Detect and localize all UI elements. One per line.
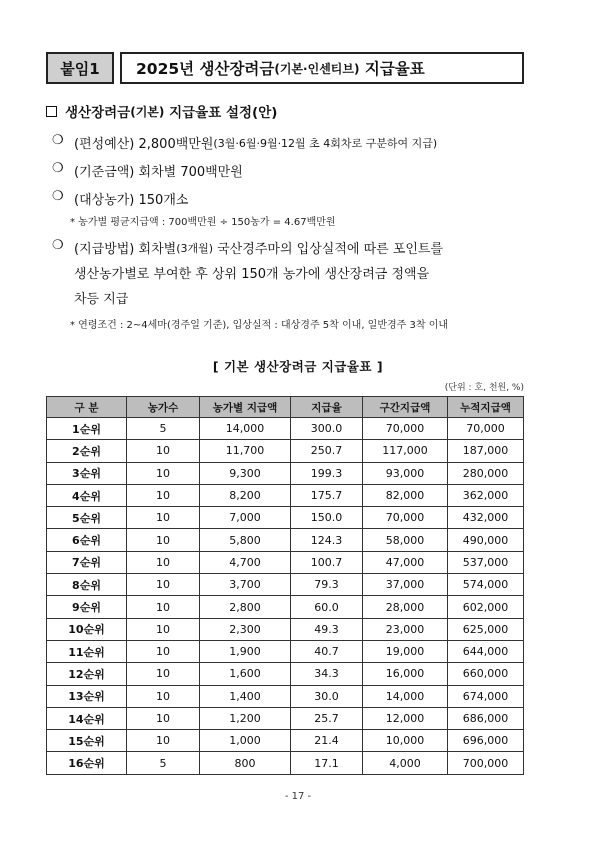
title-main: 2025년 생산장려금 <box>136 60 275 78</box>
table-title: [ 기본 생산장려금 지급율표 ] <box>212 359 384 374</box>
method-small: (3개월) <box>176 242 214 255</box>
table-cell: 10 <box>127 663 200 685</box>
table-cell: 19,000 <box>363 640 448 662</box>
rank-cell: 2순위 <box>47 440 127 462</box>
method-line-3: 차등 지급 <box>74 292 129 307</box>
table-row <box>47 685 524 707</box>
table-cell: 70,000 <box>363 507 448 529</box>
table-cell: 14,000 <box>200 418 291 440</box>
table-cell: 602,000 <box>448 596 524 618</box>
payment-rate-table <box>46 396 524 775</box>
table-cell: 10 <box>127 596 200 618</box>
table-cell: 7,000 <box>200 507 291 529</box>
table-cell: 686,000 <box>448 707 524 729</box>
table-cell: 79.3 <box>291 574 363 596</box>
table-cell: 432,000 <box>448 507 524 529</box>
table-cell: 5 <box>127 752 200 774</box>
section-heading-sub: (기본) <box>130 104 165 119</box>
section-heading-b: 지급율표 설정(안) <box>164 105 278 121</box>
table-cell: 9,300 <box>200 462 291 484</box>
rank-cell: 1순위 <box>47 418 127 440</box>
table-cell: 574,000 <box>448 574 524 596</box>
header-cell: 누적지급액 <box>448 397 524 418</box>
header-cell: 구 분 <box>47 397 127 418</box>
table-cell: 1,400 <box>200 685 291 707</box>
table-row <box>47 440 524 462</box>
rank-cell: 8순위 <box>47 574 127 596</box>
table-row <box>47 618 524 640</box>
rank-cell: 7순위 <box>47 551 127 573</box>
section-heading-a: 생산장려금 <box>65 105 131 121</box>
table-cell: 70,000 <box>448 418 524 440</box>
section-heading <box>46 101 277 121</box>
table-cell: 3,700 <box>200 574 291 596</box>
table-cell: 10 <box>127 730 200 752</box>
table-cell: 250.7 <box>291 440 363 462</box>
table-cell: 5 <box>127 418 200 440</box>
table-row <box>47 574 524 596</box>
table-row <box>47 507 524 529</box>
table-cell: 2,300 <box>200 618 291 640</box>
circle-bullet-icon: ❍ <box>52 133 64 148</box>
table-cell: 10 <box>127 507 200 529</box>
table-cell: 117,000 <box>363 440 448 462</box>
header-cell: 농가별 지급액 <box>200 397 291 418</box>
table-cell: 696,000 <box>448 730 524 752</box>
table-cell: 199.3 <box>291 462 363 484</box>
table-cell: 1,000 <box>200 730 291 752</box>
table-cell: 60.0 <box>291 596 363 618</box>
table-cell: 21.4 <box>291 730 363 752</box>
table-cell: 362,000 <box>448 484 524 506</box>
rank-cell: 3순위 <box>47 462 127 484</box>
standard-text: (기준금액) 회차별 700백만원 <box>74 165 243 180</box>
rank-cell: 15순위 <box>47 730 127 752</box>
table-row <box>47 484 524 506</box>
table-cell: 47,000 <box>363 551 448 573</box>
rank-cell: 12순위 <box>47 663 127 685</box>
table-cell: 70,000 <box>363 418 448 440</box>
rank-cell: 4순위 <box>47 484 127 506</box>
table-unit: (단위 : 호, 천원, %) <box>444 383 524 393</box>
table-cell: 49.3 <box>291 618 363 640</box>
table-cell: 674,000 <box>448 685 524 707</box>
document-title-bar <box>46 52 524 84</box>
table-row <box>47 551 524 573</box>
table-cell: 2,800 <box>200 596 291 618</box>
table-cell: 14,000 <box>363 685 448 707</box>
target-text: (대상농가) 150개소 <box>74 193 189 208</box>
table-row <box>47 663 524 685</box>
table-cell: 58,000 <box>363 529 448 551</box>
table-cell: 11,700 <box>200 440 291 462</box>
table-cell: 40.7 <box>291 640 363 662</box>
table-row <box>47 730 524 752</box>
table-cell: 800 <box>200 752 291 774</box>
rank-cell: 10순위 <box>47 618 127 640</box>
table-cell: 10 <box>127 462 200 484</box>
table-cell: 300.0 <box>291 418 363 440</box>
header-cell: 농가수 <box>127 397 200 418</box>
table-cell: 4,700 <box>200 551 291 573</box>
rank-cell: 9순위 <box>47 596 127 618</box>
table-cell: 10 <box>127 618 200 640</box>
table-cell: 1,600 <box>200 663 291 685</box>
circle-bullet-icon: ❍ <box>52 161 64 176</box>
table-cell: 34.3 <box>291 663 363 685</box>
note-average: * 농가별 평균지급액 : 700백만원 ÷ 150농가 = 4.67백만원 <box>70 217 336 228</box>
attachment-tag: 붙임1 <box>46 52 114 84</box>
table-cell: 10 <box>127 685 200 707</box>
table-cell: 28,000 <box>363 596 448 618</box>
table-cell: 700,000 <box>448 752 524 774</box>
table-cell: 660,000 <box>448 663 524 685</box>
table-row <box>47 529 524 551</box>
table-cell: 1,200 <box>200 707 291 729</box>
table-cell: 644,000 <box>448 640 524 662</box>
table-cell: 625,000 <box>448 618 524 640</box>
header-cell: 구간지급액 <box>363 397 448 418</box>
table-cell: 100.7 <box>291 551 363 573</box>
table-cell: 537,000 <box>448 551 524 573</box>
table-cell: 10 <box>127 707 200 729</box>
method-line-2: 생산농가별로 부여한 후 상위 150개 농가에 생산장려금 정액을 <box>74 267 430 282</box>
table-row <box>47 707 524 729</box>
budget-detail: (3월·6월·9월·12월 초 4회차로 구분하여 지급) <box>213 137 438 150</box>
table-row <box>47 752 524 774</box>
circle-bullet-icon: ❍ <box>52 238 64 253</box>
table-cell: 124.3 <box>291 529 363 551</box>
table-cell: 490,000 <box>448 529 524 551</box>
method-b: 국산경주마의 입상실적에 따른 포인트를 <box>213 242 444 257</box>
table-cell: 280,000 <box>448 462 524 484</box>
square-bullet-icon <box>46 106 57 117</box>
rank-cell: 13순위 <box>47 685 127 707</box>
table-cell: 150.0 <box>291 507 363 529</box>
rank-cell: 16순위 <box>47 752 127 774</box>
table-cell: 10 <box>127 440 200 462</box>
table-cell: 82,000 <box>363 484 448 506</box>
rank-cell: 6순위 <box>47 529 127 551</box>
table-cell: 12,000 <box>363 707 448 729</box>
budget-label: (편성예산) 2,800백만원 <box>74 137 214 152</box>
table-cell: 187,000 <box>448 440 524 462</box>
item-target <box>52 189 188 208</box>
rank-cell: 5순위 <box>47 507 127 529</box>
table-cell: 10,000 <box>363 730 448 752</box>
table-cell: 10 <box>127 484 200 506</box>
title-sub: (기본·인센티브) <box>274 61 360 76</box>
header-cell: 지급율 <box>291 397 363 418</box>
document-title <box>120 52 524 84</box>
note-condition: * 연령조건 : 2~4세마(경주일 기준), 입상실적 : 대상경주 5착 이내, 일반경주 3착 이내 <box>70 320 449 331</box>
item-method <box>52 238 443 257</box>
table-row <box>47 418 524 440</box>
table-row <box>47 596 524 618</box>
table-cell: 16,000 <box>363 663 448 685</box>
table-cell: 4,000 <box>363 752 448 774</box>
rank-cell: 11순위 <box>47 640 127 662</box>
method-a: (지급방법) 회차별 <box>74 242 177 257</box>
table-row <box>47 462 524 484</box>
title-tail: 지급율표 <box>359 60 425 78</box>
table-cell: 10 <box>127 529 200 551</box>
table-cell: 10 <box>127 574 200 596</box>
table-cell: 5,800 <box>200 529 291 551</box>
table-cell: 25.7 <box>291 707 363 729</box>
table-cell: 1,900 <box>200 640 291 662</box>
item-budget <box>52 133 437 152</box>
table-cell: 30.0 <box>291 685 363 707</box>
table-cell: 8,200 <box>200 484 291 506</box>
rank-cell: 14순위 <box>47 707 127 729</box>
table-header-row <box>47 397 524 418</box>
table-cell: 175.7 <box>291 484 363 506</box>
page-number: - 17 - <box>284 791 312 802</box>
item-standard <box>52 161 243 180</box>
table-cell: 37,000 <box>363 574 448 596</box>
circle-bullet-icon: ❍ <box>52 189 64 204</box>
table-row <box>47 640 524 662</box>
table-cell: 17.1 <box>291 752 363 774</box>
table-cell: 23,000 <box>363 618 448 640</box>
table-cell: 10 <box>127 640 200 662</box>
table-cell: 10 <box>127 551 200 573</box>
table-cell: 93,000 <box>363 462 448 484</box>
